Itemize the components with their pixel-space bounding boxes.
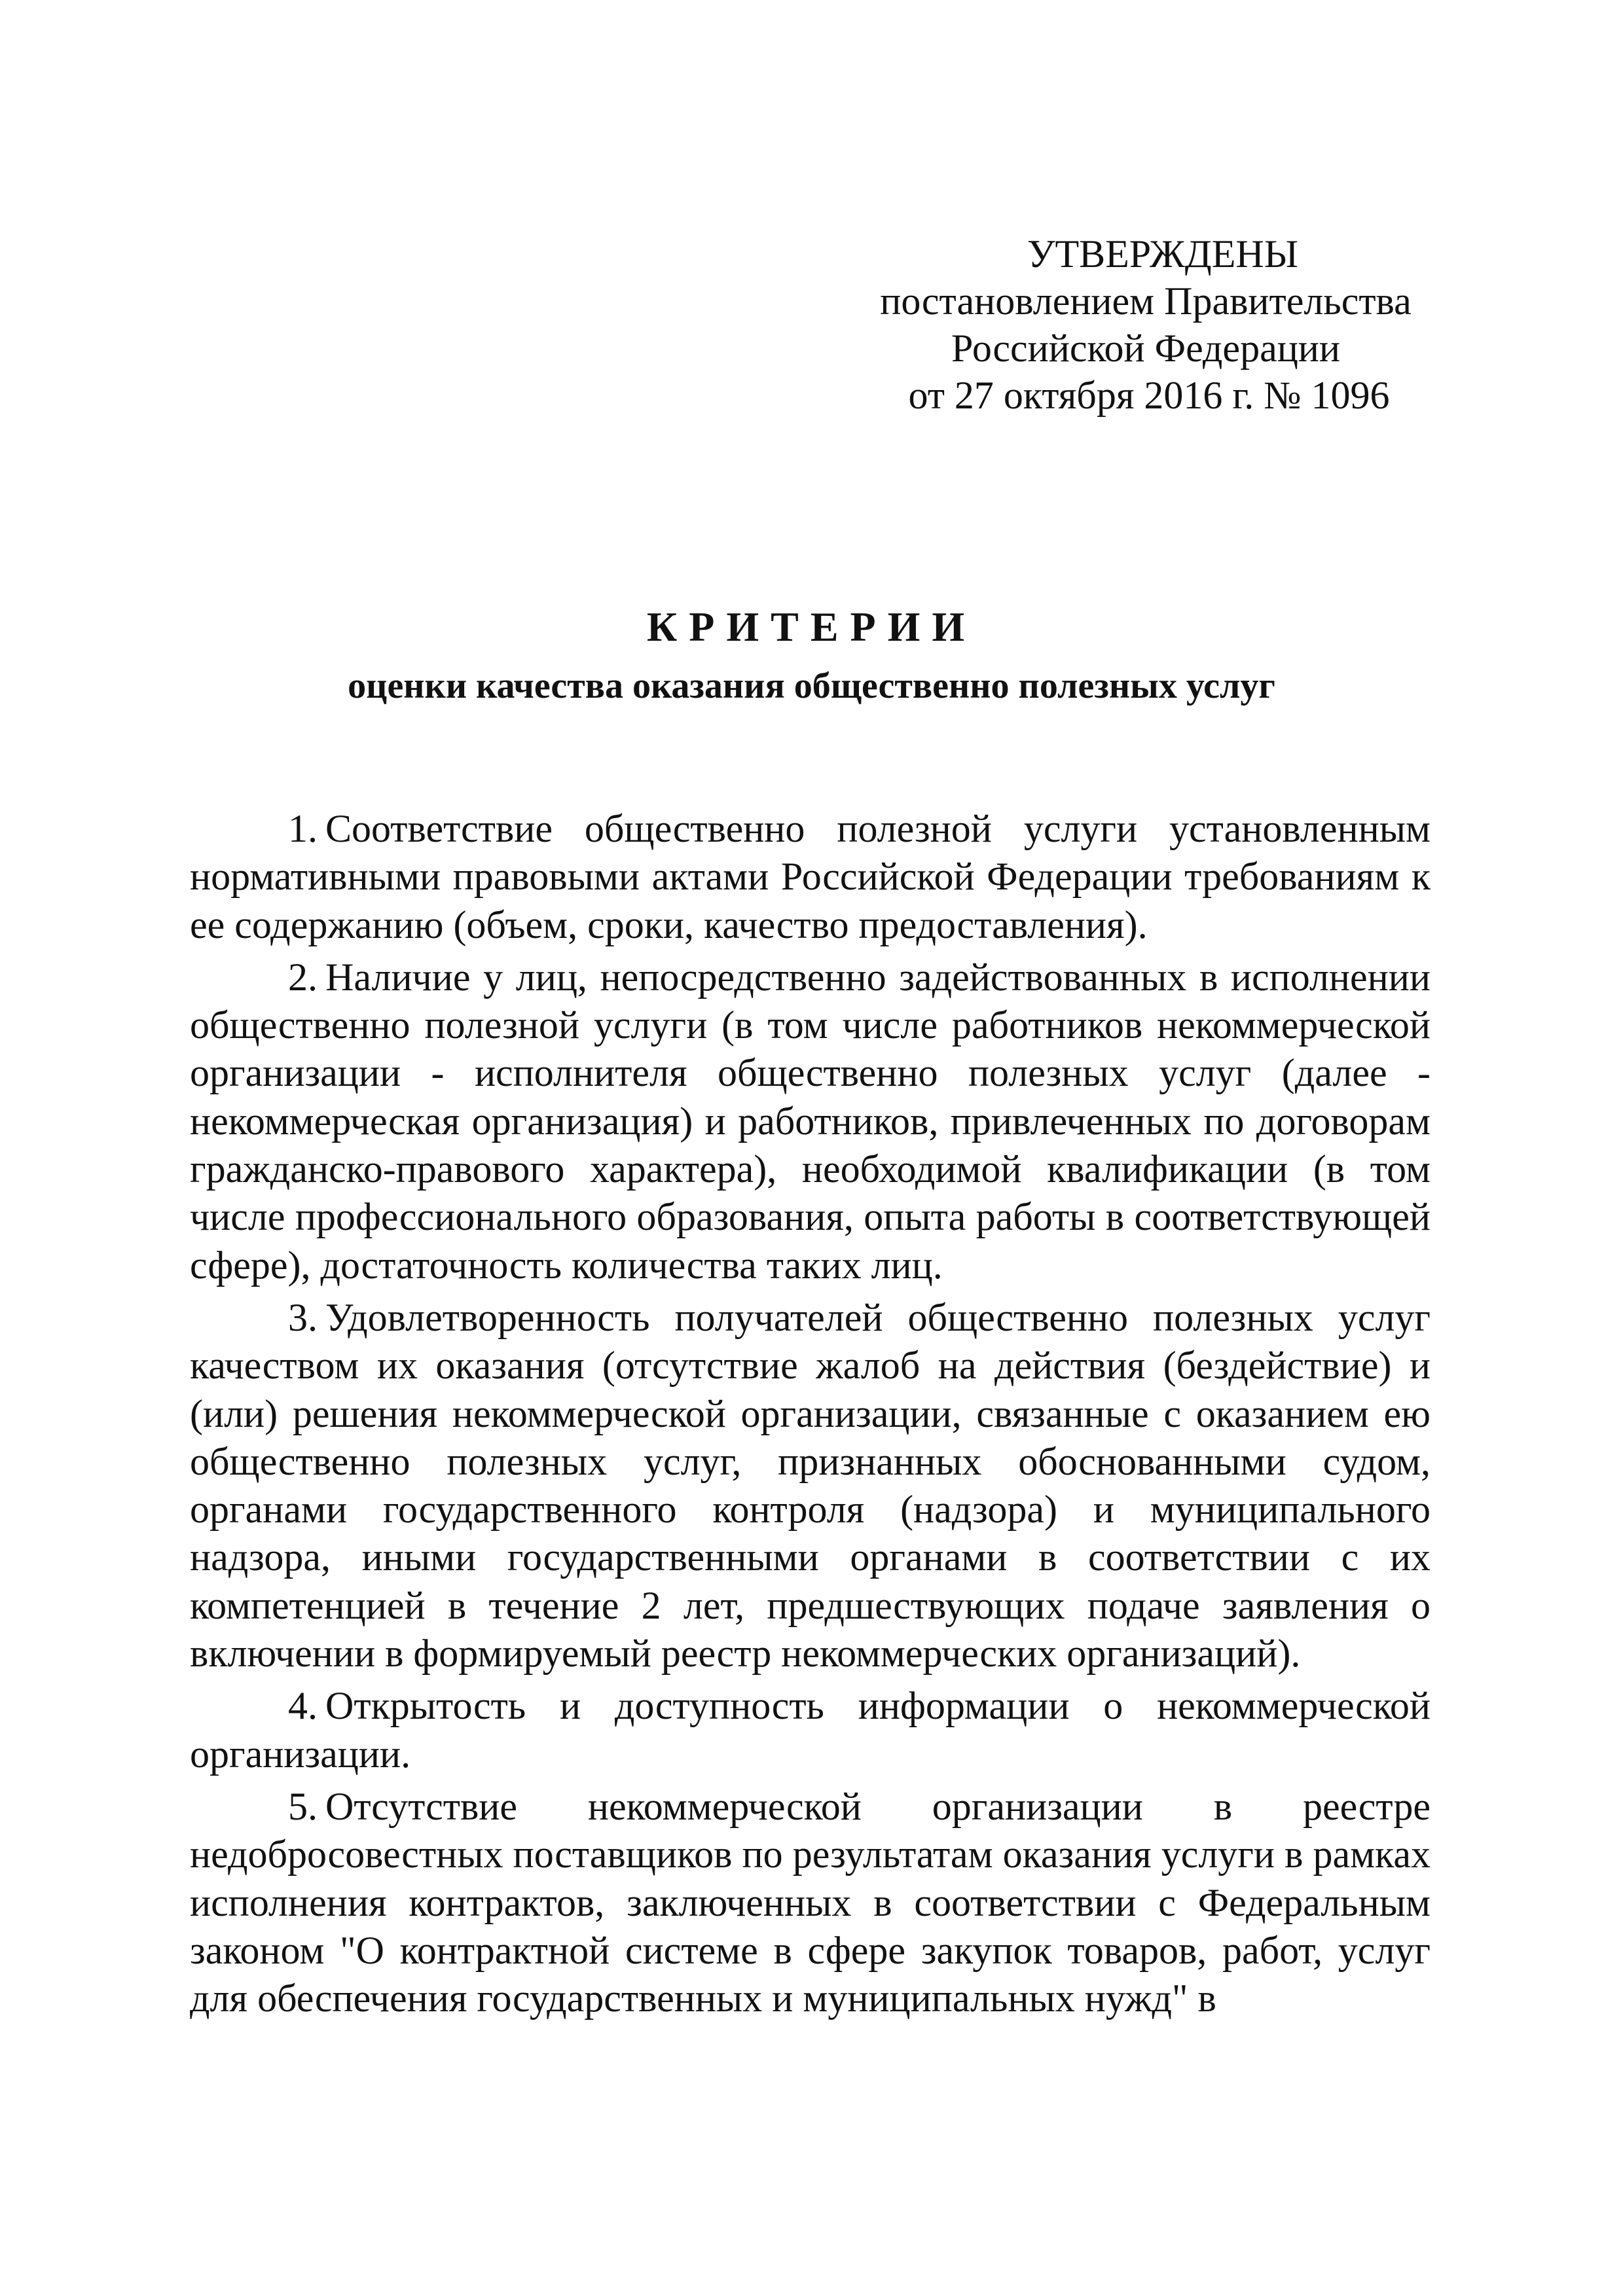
criterion-paragraph — [190, 1294, 1431, 1677]
document-body — [190, 805, 1431, 2027]
criterion-number: 3. — [288, 1295, 326, 1339]
criterion-text: Открытость и доступность информации о некоммерческой организации. — [190, 1684, 1431, 1776]
approval-date-number: от 27 октября 2016 г. № 1096 — [908, 374, 1390, 417]
approval-block — [851, 230, 1440, 419]
document-subtitle: оценки качества оказания общественно полезных услуг — [348, 666, 1275, 706]
approval-issuer: постановлением Правительства — [880, 279, 1412, 323]
criterion-number: 1. — [288, 807, 326, 850]
criterion-text: Наличие у лиц, непосредственно задействованных в исполнении общественно полезной услуги (в том числе работников некоммерческой организации - исполнителя общественно полезных услуг (далее - некоммерческая организация) и работников, привлеченных по договорам гражданско-правового характера), необходимой квалификации (в том числе профессионального образования, опыта работы в соответствующей сфере), достаточность количества таких лиц. — [190, 955, 1431, 1287]
criterion-paragraph — [190, 1682, 1431, 1778]
criterion-number: 4. — [288, 1684, 326, 1728]
criterion-paragraph — [190, 954, 1431, 1289]
document-title: КРИТЕРИИ — [646, 603, 977, 650]
criterion-text: Отсутствие некоммерческой организации в реестре недобросовестных поставщиков по результатам оказания услуги в рамках исполнения контрактов, заключенных в соответствии с Федеральным законом "О контрактной системе в сфере закупок товаров, работ, услуг для обеспечения государственных и муниципальных нужд" в — [190, 1784, 1431, 2020]
criterion-number: 5. — [288, 1784, 326, 1828]
criterion-text: Удовлетворенность получателей общественно полезных услуг качеством их оказания (отсутствие жалоб на действия (бездействие) и (или) решения некоммерческой организации, связанные с оказанием ею общественно полезных услуг, признанных обоснованными судом, органами государственного контроля (надзора) и муниципального надзора, иными государственными органами в соответствии с их компетенцией в течение 2 лет, предшествующих подаче заявления о включении в формируемый реестр некоммерческих организаций). — [190, 1295, 1431, 1676]
criterion-paragraph — [190, 805, 1431, 949]
approval-title: УТВЕРЖДЕНЫ — [1027, 232, 1299, 276]
criterion-text: Соответствие общественно полезной услуги установленным нормативными правовыми актами Российской Федерации требованиям к ее содержанию (объем, сроки, качество предоставления). — [190, 807, 1431, 946]
approval-authority: Российской Федерации — [951, 327, 1341, 370]
criterion-paragraph — [190, 1783, 1431, 2022]
criterion-number: 2. — [288, 955, 326, 999]
